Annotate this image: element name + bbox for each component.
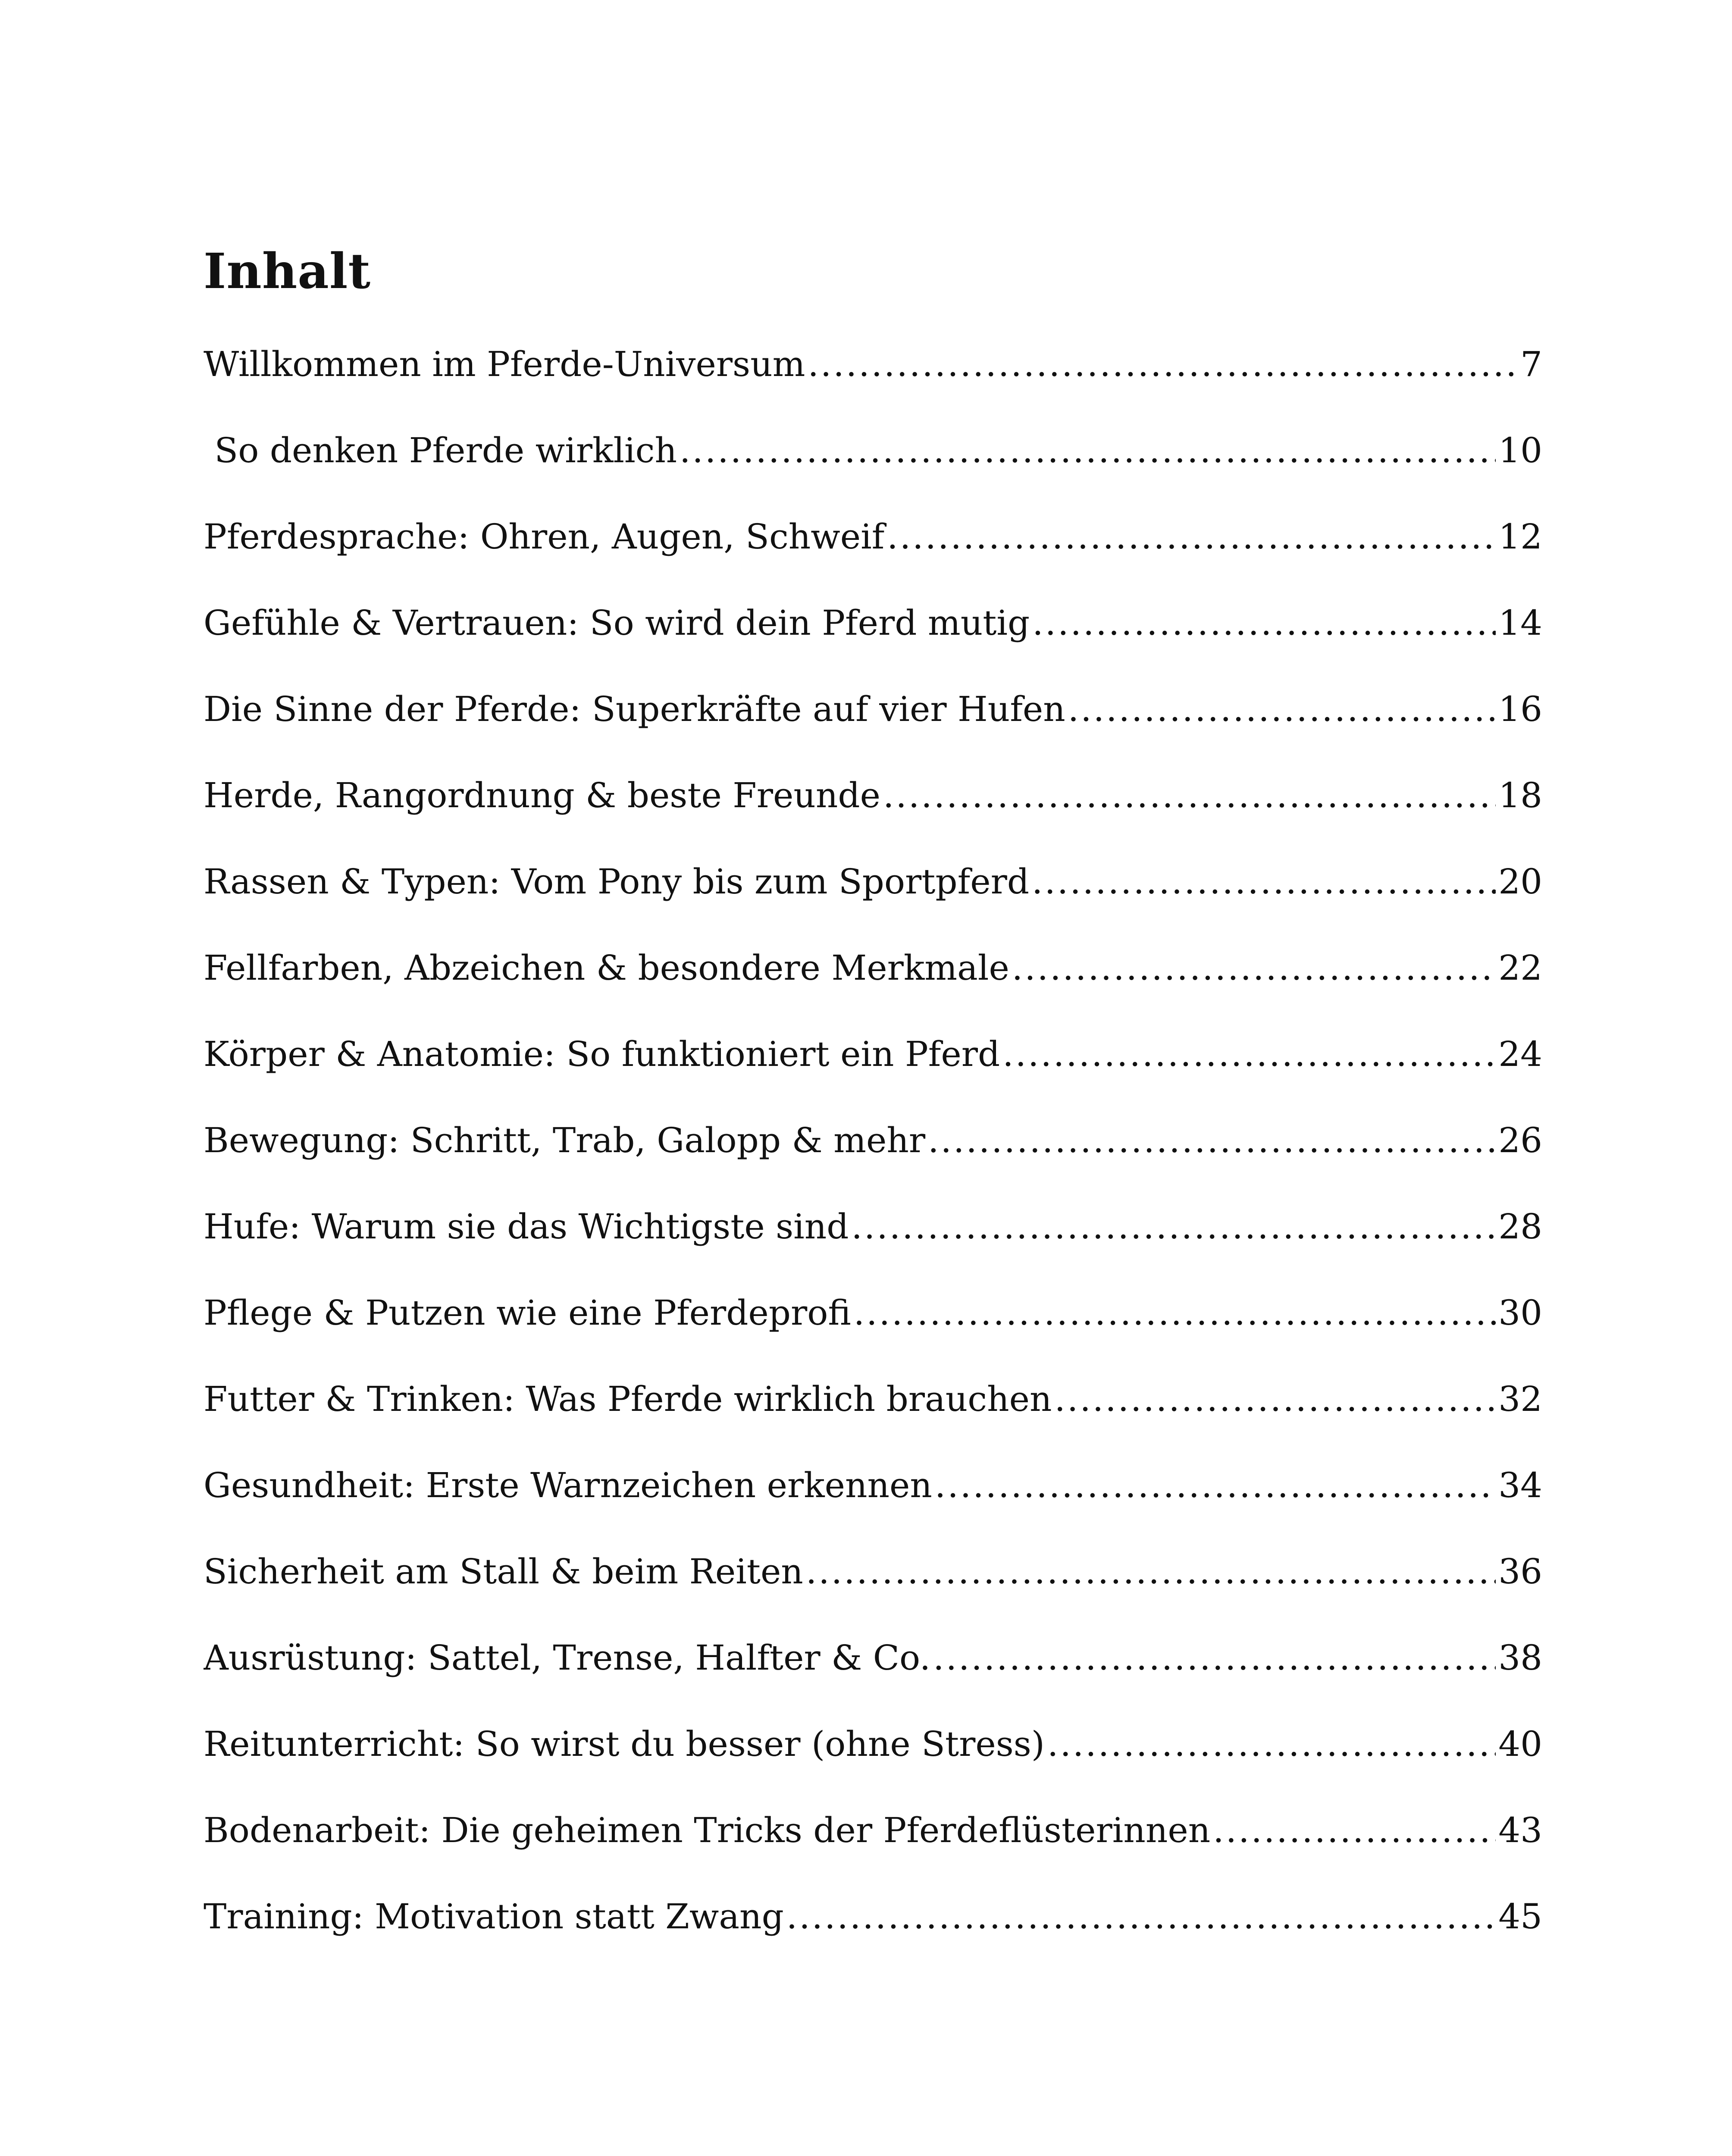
toc-entry	[204, 1634, 1542, 1720]
dot-leader	[680, 427, 1496, 474]
toc-entry	[204, 1031, 1542, 1117]
toc-entry-title: Sicherheit am Stall & beim Reiten	[204, 1551, 803, 1592]
toc-entry-page: 7	[1520, 344, 1542, 384]
toc-entry-title: Futter & Trinken: Was Pferde wirklich brauchen	[204, 1379, 1052, 1419]
toc-entry-title: Hufe: Warum sie das Wichtigste sind	[204, 1206, 849, 1247]
toc-entry	[204, 1462, 1542, 1548]
toc-entry	[204, 1807, 1542, 1893]
dot-leader	[1068, 686, 1496, 733]
toc-entry	[204, 1376, 1542, 1462]
toc-entry	[204, 686, 1542, 772]
toc-entry-page: 34	[1498, 1465, 1542, 1505]
toc-entry-page: 14	[1498, 603, 1542, 643]
toc-entry-page: 38	[1498, 1638, 1542, 1678]
toc-entry-title: Fellfarben, Abzeichen & besondere Merkmale	[204, 948, 1009, 988]
dot-leader	[851, 1203, 1496, 1250]
toc-entry-page: 18	[1498, 775, 1542, 815]
toc-entry-page: 32	[1498, 1379, 1542, 1419]
dot-leader	[935, 1462, 1496, 1509]
toc-entry-page: 40	[1498, 1724, 1542, 1764]
toc-entry-page: 36	[1498, 1551, 1542, 1592]
toc-entry-title: Die Sinne der Pferde: Superkräfte auf vier Hufen	[204, 689, 1065, 729]
toc-entry-title: Gesundheit: Erste Warnzeichen erkennen	[204, 1465, 932, 1505]
toc-entry-title: Reitunterricht: So wirst du besser (ohne Stress)	[204, 1724, 1045, 1764]
toc-entry-page: 10	[1498, 430, 1542, 470]
toc-entry	[204, 944, 1542, 1031]
toc-entry-title: Pferdesprache: Ohren, Augen, Schweif	[204, 517, 885, 557]
toc-entry	[204, 599, 1542, 686]
toc-entry-page: 45	[1498, 1896, 1542, 1937]
toc-entry-title: Gefühle & Vertrauen: So wird dein Pferd mutig	[204, 603, 1030, 643]
dot-leader	[808, 341, 1518, 388]
toc-entry	[204, 772, 1542, 858]
toc-entry	[204, 1548, 1542, 1634]
toc-entry-page: 12	[1498, 517, 1542, 557]
dot-leader	[1054, 1376, 1496, 1423]
toc-entry-title: Rassen & Typen: Vom Pony bis zum Sportpferd	[204, 862, 1030, 902]
toc-entry-page: 24	[1498, 1034, 1542, 1074]
dot-leader	[1002, 1031, 1496, 1078]
table-of-contents	[204, 341, 1542, 1979]
dot-leader	[1032, 858, 1496, 906]
toc-entry	[204, 341, 1542, 427]
toc-entry-page: 43	[1498, 1810, 1542, 1850]
toc-entry	[204, 427, 1542, 513]
toc-entry-title: So denken Pferde wirklich	[204, 430, 677, 470]
dot-leader	[928, 1117, 1496, 1164]
dot-leader	[1047, 1720, 1496, 1768]
toc-entry-title: Körper & Anatomie: So funktioniert ein Pferd	[204, 1034, 1000, 1074]
toc-entry	[204, 1203, 1542, 1289]
dot-leader	[933, 1634, 1496, 1682]
toc-entry-title: Training: Motivation statt Zwang	[204, 1896, 784, 1937]
toc-entry-page: 16	[1498, 689, 1542, 729]
toc-entry-page: 28	[1498, 1206, 1542, 1247]
dot-leader	[1213, 1807, 1496, 1854]
toc-entry-page: 30	[1498, 1293, 1542, 1333]
toc-entry-title: Bodenarbeit: Die geheimen Tricks der Pferdeflüsterinnen	[204, 1810, 1211, 1850]
toc-entry	[204, 1720, 1542, 1807]
toc-entry	[204, 858, 1542, 944]
toc-entry-title: Willkommen im Pferde-Universum	[204, 344, 805, 384]
page-title: Inhalt	[204, 243, 371, 300]
dot-leader	[1032, 599, 1496, 647]
dot-leader	[883, 772, 1496, 819]
toc-entry-page: 22	[1498, 948, 1542, 988]
toc-entry	[204, 1893, 1542, 1979]
toc-entry	[204, 1289, 1542, 1376]
dot-leader	[806, 1548, 1496, 1595]
toc-entry	[204, 513, 1542, 599]
dot-leader	[854, 1289, 1496, 1337]
dot-leader	[786, 1893, 1496, 1940]
toc-entry	[204, 1117, 1542, 1203]
toc-entry-title: Pflege & Putzen wie eine Pferdeprofi	[204, 1293, 851, 1333]
toc-entry-page: 26	[1498, 1120, 1542, 1160]
toc-entry-page: 20	[1498, 862, 1542, 902]
dot-leader	[887, 513, 1496, 561]
toc-entry-title: Bewegung: Schritt, Trab, Galopp & mehr	[204, 1120, 926, 1160]
toc-entry-title: Ausrüstung: Sattel, Trense, Halfter & Co.	[204, 1638, 931, 1678]
toc-entry-title: Herde, Rangordnung & beste Freunde	[204, 775, 880, 815]
dot-leader	[1012, 944, 1496, 992]
